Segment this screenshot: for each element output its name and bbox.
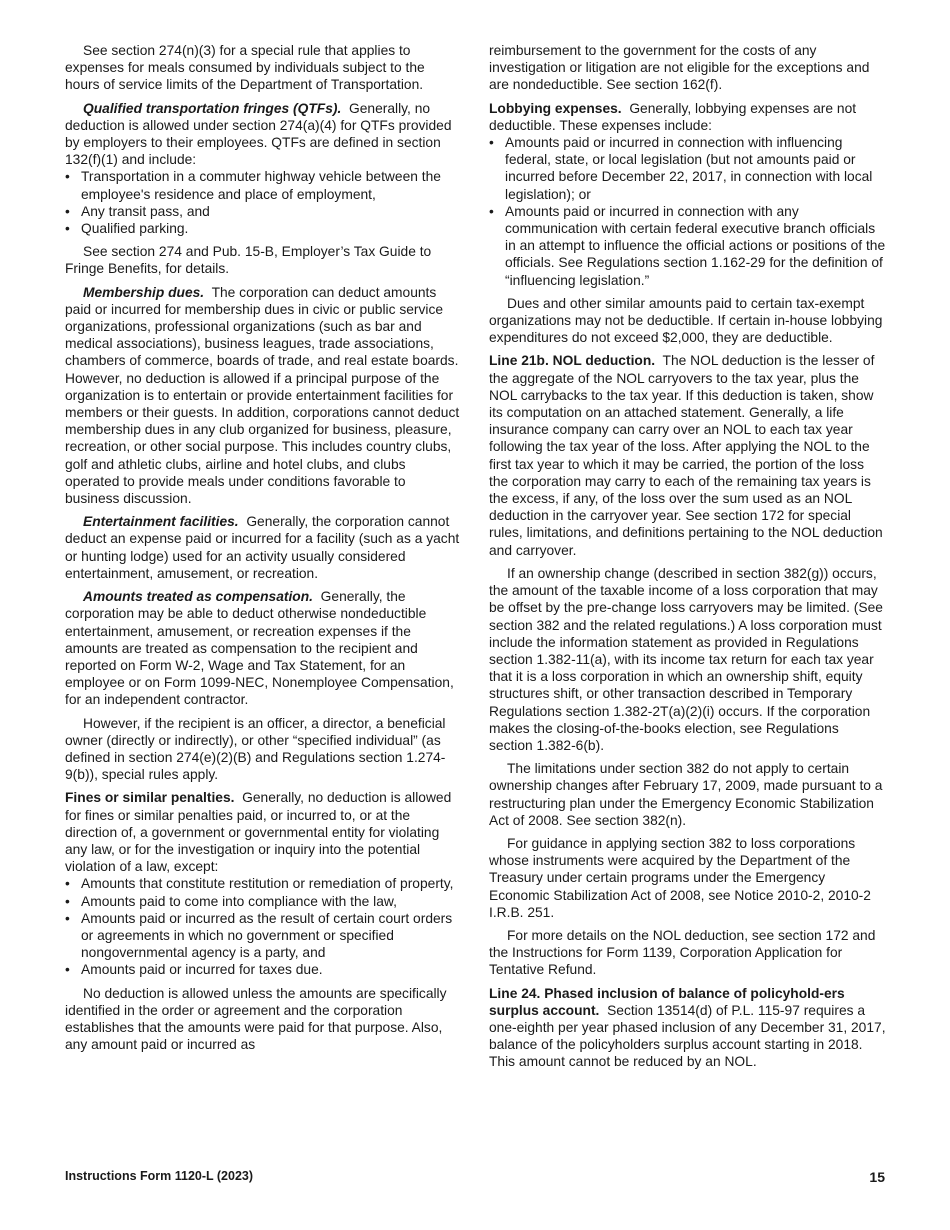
entertainment-heading: Entertainment facilities. [83, 514, 239, 530]
list-item: • Qualified parking. [65, 221, 189, 237]
line24-text: Section 13514(d) of P.L. 115-97 requires a one-eighth per year phased inclusion of any December 31, 2017, balance of the policyholders surplus account starting in 2018. This amount cannot be reduced by an NOL. [489, 1002, 886, 1070]
qtf-list [65, 168, 460, 237]
list-item: • Amounts that constitute restitution or remediation of property, [65, 876, 454, 892]
meals-paragraph: See section 274(n)(3) for a special rule that applies to expenses for meals consumed by individuals subject to the hours of service limits of the Department of Transportation. [65, 43, 425, 93]
list-item: • Amounts paid or incurred in connection with any communication with certain federal executive branch officials in an attempt to influence the official actions or positions of the officials. See Regulations section 1.162-29 for the definition of “influencing legislation.” [489, 203, 886, 288]
nol-text: The NOL deduction is the lesser of the aggregate of the NOL carryovers to the tax year, plus the NOL carrybacks to the tax year. If this deduction is taken, show its computation on an attached statement. Generally, a life insurance company can carry over an NOL to each tax year following the tax year of the loss. After applying the NOL to the first tax year to which it may be carried, the portion of the loss the corporation may carry to each of the remaining tax years is the excess, if any, of the loss over the sum used as an NOL deduction in the carryover year. See section 172 for special rules, limitations, and definitions pertaining to the NOL deduction and carryover. [489, 353, 883, 558]
lobbying-paragraph [489, 100, 886, 134]
compensation-after-paragraph: However, if the recipient is an officer, a director, a beneficial owner (directly or indirectly), or other “specified individual” (as defined in section 274(e)(2)(B) and Regulations section 1.274-9(b)), special rules apply. [65, 715, 446, 783]
line24-paragraph [489, 985, 886, 1071]
lobbying-text: Generally, lobbying expenses are not deductible. These expenses include: [489, 100, 857, 133]
qtf-after-paragraph: See section 274 and Pub. 15-B, Employer’s Tax Guide to Fringe Benefits, for details. [65, 244, 432, 277]
membership-paragraph [65, 284, 460, 508]
line24-heading: Line 24. Phased inclusion of balance of policyhold-ers surplus account. [489, 985, 845, 1018]
lobbying-list [489, 134, 886, 289]
nol-paragraph-2: If an ownership change (described in section 382(g)) occurs, the amount of the taxable income of a loss corporation that may be offset by the pre-change loss carryovers may be limited. (See section 382 and the related regulations.) A loss corporation must include the information statement as provided in Regulations section 1.382-11(a), with its income tax return for each tax year that it is a loss corporation in which an ownership shift, equity structures shift, or other transaction described in Temporary Regulations section 1.382-2T(a)(2)(i) occurs. If the corporation makes the closing-of-the-books election, see Regulations section 1.382-6(b). [489, 565, 883, 753]
entertainment-paragraph [65, 513, 460, 582]
qtf-paragraph [65, 100, 460, 169]
membership-heading: Membership dues. [83, 284, 205, 300]
fines-list [65, 875, 460, 978]
fines-after-paragraph: No deduction is allowed unless the amounts are specifically identified in the order or agreement and the corporation establishes that the amounts were paid for that purpose. Also, any amount paid or incurred as [65, 985, 447, 1053]
lobbying-after-paragraph: Dues and other similar amounts paid to certain tax-exempt organizations may not be deductible. If certain in-house lobbying expenditures do not exceed $2,000, they are deductible. [489, 295, 883, 346]
list-item: • Amounts paid to come into compliance with the law, [65, 893, 397, 909]
nol-heading: Line 21b. NOL deduction. [489, 353, 656, 369]
left-column [65, 42, 460, 1059]
right-column [489, 42, 886, 1077]
nol-paragraph-5: For more details on the NOL deduction, see section 172 and the Instructions for Form 1139, Corporation Application for Tentative Refund. [489, 927, 876, 978]
nol-paragraph [489, 352, 886, 558]
list-item: • Transportation in a commuter highway vehicle between the employee's residence and place of employment, [65, 169, 441, 202]
lobbying-heading: Lobbying expenses. [489, 100, 622, 116]
footer-title: Instructions Form 1120-L (2023) [65, 1169, 254, 1183]
compensation-text: Generally, the corporation may be able to deduct otherwise nondeductible entertainment, amusement, or recreation expenses if the amounts are treated as compensation to the recipient and reported on Form W-2, Wage and Tax Statement, for an employee or on Form 1099-NEC, Nonemployee Compensation, for an independent contractor. [65, 589, 454, 708]
compensation-heading: Amounts treated as compensation. [83, 589, 313, 605]
nol-paragraph-3: The limitations under section 382 do not apply to certain ownership changes after February 17, 2009, made pursuant to a restructuring plan under the Emergency Economic Stabilization Act of 2008. See section 382(n). [489, 761, 883, 828]
membership-text: The corporation can deduct amounts paid or incurred for membership dues in civic or public service organizations, professional organizations (such as bar and medical associations), business leagues, trade associations, chambers of commerce, boards of trade, and real estate boards. However, no deduction is allowed if a principal purpose of the organization is to entertain or provide entertainment facilities for members or their guests. In addition, corporations cannot deduct membership dues in any club organized for business, pleasure, recreation, or other social purpose. This includes country clubs, golf and athletic clubs, airline and hotel clubs, and clubs operated to provide meals under conditions favorable to business discussion. [65, 284, 460, 507]
fines-heading: Fines or similar penalties. [65, 790, 235, 806]
page-number: 15 [869, 1169, 885, 1185]
entertainment-text: Generally, the corporation cannot deduct an expense paid or incurred for a facility (such as a yacht or hunting lodge) used for an activity usually considered entertainment, amusement, or recreation. [65, 514, 460, 581]
fines-text: Generally, no deduction is allowed for fines or similar penalties paid, or incurred to, or at the direction of, a government or governmental entity for violating any law, or for the investigation or inquiry into the potential violation of a law, except: [65, 790, 452, 875]
compensation-paragraph [65, 588, 460, 708]
list-item: • Amounts paid or incurred as the result of certain court orders or agreements in which no government or specified nongovernmental agency is a party, and [65, 910, 453, 961]
qtf-text: Generally, no deduction is allowed under section 274(a)(4) for QTFs provided by employers to their employees. QTFs are defined in section 132(f)(1) and include: [65, 100, 452, 168]
list-item: • Any transit pass, and [65, 203, 210, 219]
fines-paragraph [65, 789, 460, 875]
reimbursement-paragraph: reimbursement to the government for the costs of any investigation or litigation are not eligible for the exceptions and are nondeductible. See section 162(f). [489, 43, 870, 93]
qtf-heading: Qualified transportation fringes (QTFs). [83, 100, 342, 116]
nol-paragraph-4: For guidance in applying section 382 to loss corporations whose instruments were acquired by the Department of the Treasury under certain programs under the Emergency Economic Stabilization Act of 2008, see Notice 2010-2, 2010-2 I.R.B. 251. [489, 835, 871, 920]
list-item: • Amounts paid or incurred for taxes due. [65, 962, 323, 978]
list-item: • Amounts paid or incurred in connection with influencing federal, state, or local legislation (but not amounts paid or incurred before December 22, 2017, in connection with local legislation); or [489, 135, 873, 202]
